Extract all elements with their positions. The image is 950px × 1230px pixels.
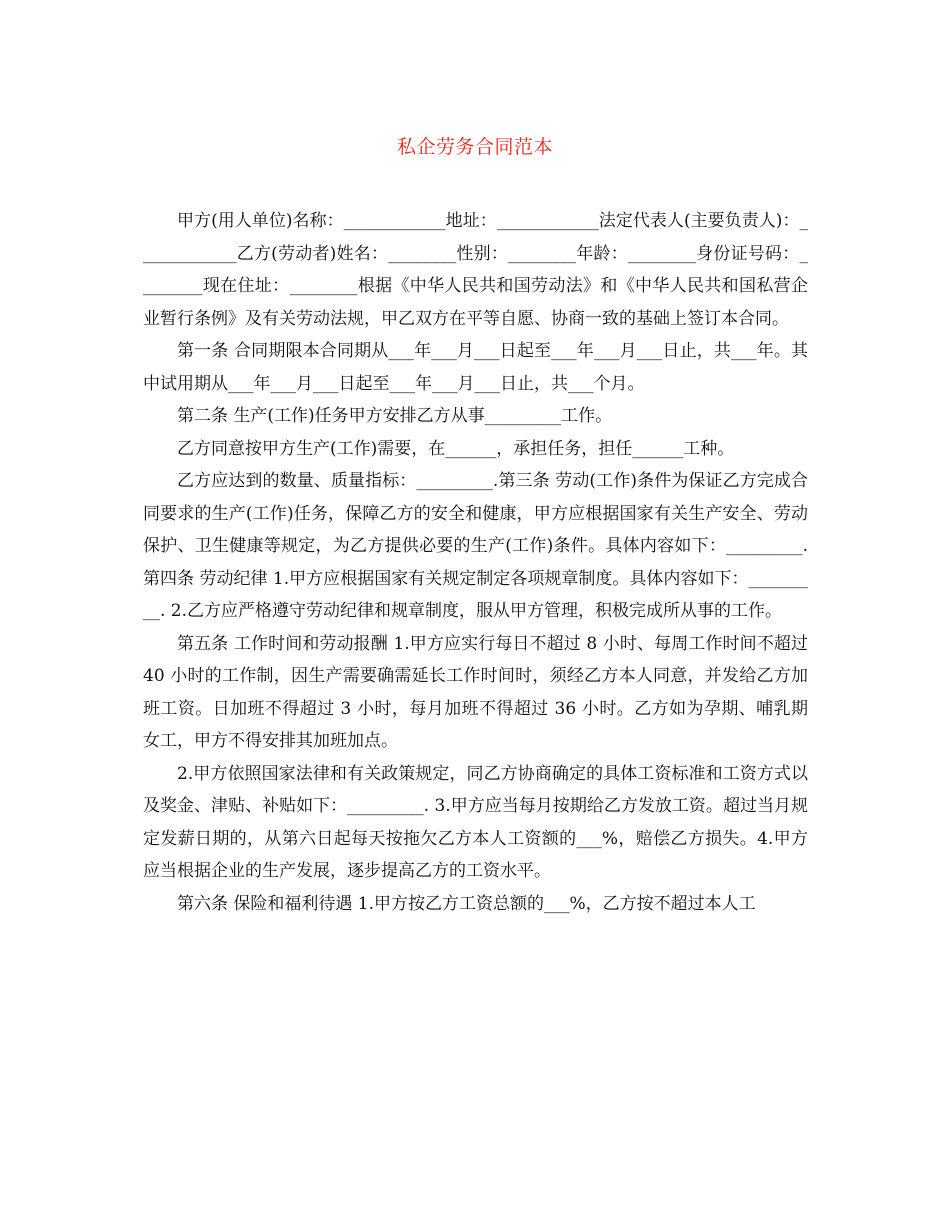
paragraph-article-2-agreement: 乙方同意按甲方生产(工作)需要，在______，承担任务，担任______工种。 bbox=[177, 438, 735, 459]
document-title: 私企劳务合同范本 bbox=[396, 136, 553, 158]
paragraph-article-5-wages: 2.甲方依照国家法律和有关政策规定，同乙方协商确定的具体工资标准和工资方式以及奖金、津贴、补贴如下：_________. 3.甲方应当每月按期给乙方发放工资。超过当月规定发薪日期的，从第六日起每天按拖欠乙方本人工资额的___%，赔偿乙方损失。4.甲方应当根据企业的生产发展，逐步提高乙方的工资水平。 bbox=[143, 763, 808, 881]
paragraph-article-2-task: 第二条 生产(工作)任务甲方安排乙方从事_________工作。 bbox=[177, 406, 613, 426]
paragraph-articles-3-4: 乙方应达到的数量、质量指标：_________.第三条 劳动(工作)条件为保证乙方完成合同要求的生产(工作)任务，保障乙方的安全和健康，甲方应根据国家有关生产安全、劳动保护、卫生健康等规定，为乙方提供必要的生产(工作)条件。具体内容如下：_________.第四条 劳动纪律 1.甲方应根据国家有关规定制定各项规章制度。具体内容如下：_________. 2.乙方应严格遵守劳动纪律和规章制度，服从甲方管理，积极完成所从事的工作。 bbox=[143, 471, 808, 621]
document-body bbox=[143, 205, 808, 920]
paragraph-article-5-hours: 第五条 工作时间和劳动报酬 1.甲方应实行每日不超过 8 小时、每周工作时间不超过 40 小时的工作制，因生产需要确需延长工作时间时，须经乙方本人同意，并发给乙方加班工资。日加班不得超过 3 小时，每月加班不得超过 36 小时。乙方如为孕期、哺乳期女工，甲方不得安排其加班加点。 bbox=[143, 633, 808, 751]
paragraph-parties: 甲方(用人单位)名称：____________地址：____________法定代表人(主要负责人)：____________乙方(劳动者)姓名：________性别：________年龄：________身份证号码：________现在住址：________根据《中华人民共和国劳动法》和《中华人民共和国私营企业暂行条例》及有关劳动法规，甲乙双方在平等自愿、协商一致的基础上签订本合同。 bbox=[143, 211, 808, 329]
paragraph-article-6-insurance: 第六条 保险和福利待遇 1.甲方按乙方工资总额的___%，乙方按不超过本人工 bbox=[177, 893, 756, 914]
paragraph-article-1-term: 第一条 合同期限本合同期从___年___月___日起至___年___月___日止，共___年。其中试用期从___年___月___日起至___年___月___日止，共___个月。 bbox=[143, 341, 808, 394]
